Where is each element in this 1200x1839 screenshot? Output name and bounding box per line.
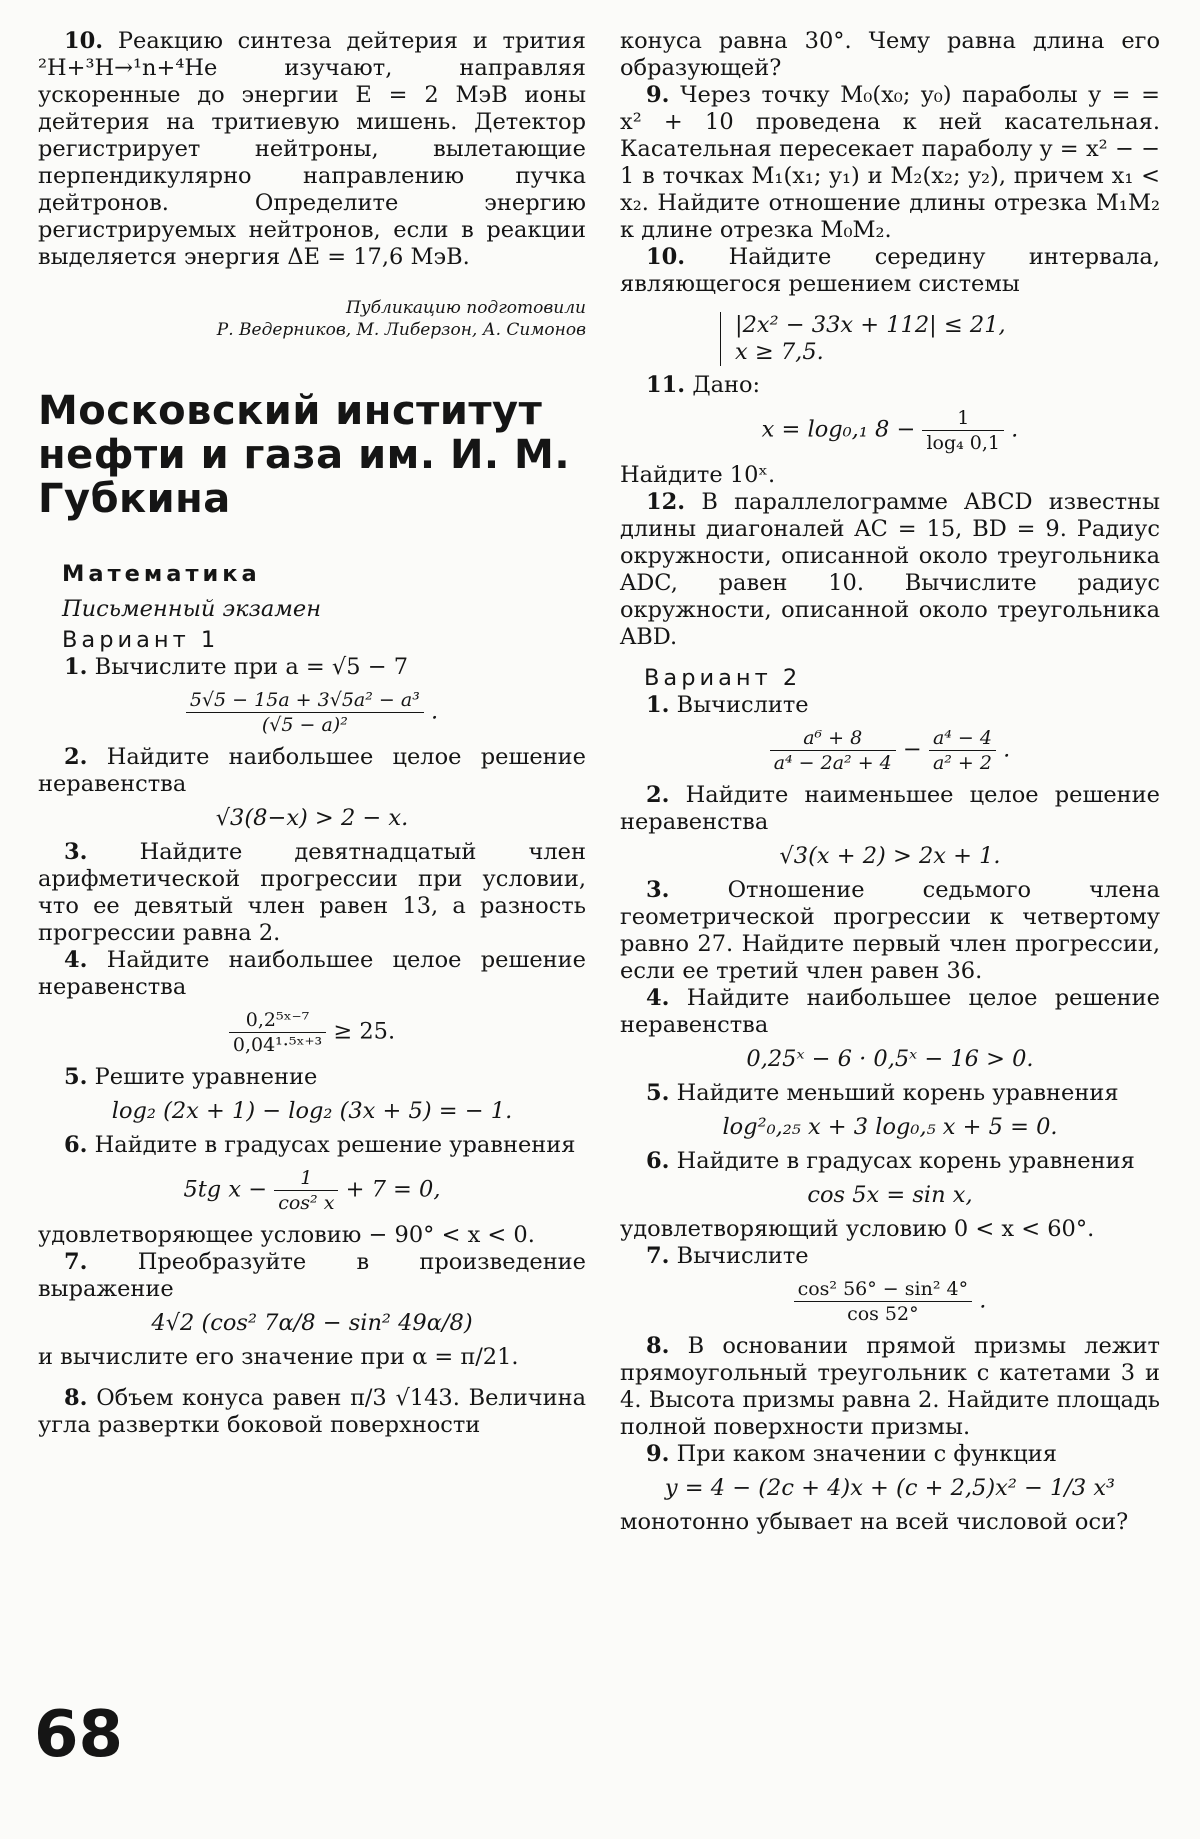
v2-formula-4: 0,25ˣ − 6 · 0,5ˣ − 16 > 0. bbox=[746, 1046, 1034, 1072]
v1-formula-5: log₂ (2x + 1) − log₂ (3x + 5) = − 1. bbox=[111, 1098, 513, 1124]
credits: Публикацию подготовили Р. Ведерников, М. Либерзон, А. Симонов bbox=[216, 298, 586, 340]
v2-problem-9: 9. При каком значении c функция bbox=[646, 1441, 1057, 1467]
page-number: 68 bbox=[34, 1698, 124, 1772]
v2-problem-2: 2. Найдите наименьшее целое решение неравенства bbox=[620, 782, 1160, 835]
v1-find-11: Найдите 10ˣ. bbox=[620, 462, 776, 488]
v1-problem-5: 5. Решите уравнение bbox=[64, 1064, 318, 1090]
v2-formula-7: $\frac{\text{cos² 56° − sin² 4°}}{\cos 52^\circ}$ . bbox=[620, 1277, 1160, 1326]
v1-formula-1: $\frac{\text{5√5 − 15a + 3√5a² − a³}}{\text{(√5 − a)²}}$ . bbox=[38, 688, 586, 737]
exam-heading: Письменный экзамен bbox=[62, 596, 322, 622]
variant-1-heading: Вариант 1 bbox=[62, 627, 220, 653]
v1-tail-7: и вычислите его значение при α = π/21. bbox=[38, 1344, 519, 1370]
v1-formula-2: √3(8−x) > 2 − x. bbox=[215, 805, 409, 831]
v1-problem-4: 4. Найдите наибольшее целое решение неравенства bbox=[38, 947, 586, 1000]
v1-problem-2: 2. Найдите наибольшее целое решение неравенства bbox=[38, 744, 586, 797]
v2-condition-6: удовлетворяющий условию 0 < x < 60°. bbox=[620, 1216, 1095, 1242]
v2-formula-5: log²₀,₂₅ x + 3 log₀,₅ x + 5 = 0. bbox=[722, 1114, 1058, 1140]
v1-formula-6: 5tg x − $\frac{1}{\text{cos² x}}$ + 7 = 0, bbox=[183, 1167, 441, 1214]
institute-heading: Московский институт нефти и газа им. И. М. Губкина bbox=[38, 388, 571, 522]
variant-2-heading: Вариант 2 bbox=[644, 665, 802, 691]
v1-problem-11: 11. Дано: bbox=[646, 372, 761, 398]
subject-heading: Математика bbox=[62, 561, 261, 587]
v1-problem-9: 9. Через точку M₀(x₀; y₀) параболы y = = x² + 10 проведена к ней касательная. Касательная пересекает параболу y = x² − − 1 в точках M₁(x₁; y₁) и M₂(x₂; y₂), причем x₁ < x₂. Найдите отношение длины отрезка M₁M₂ к длине отрезка M₀M₂. bbox=[620, 82, 1160, 243]
v1-formula-11: x = log₀,₁ 8 − $\frac{1}{\text{log₄ 0,1}}$ . bbox=[761, 407, 1019, 454]
v2-problem-6: 6. Найдите в градусах корень уравнения bbox=[646, 1148, 1135, 1174]
v2-formula-6: cos 5x = sin x, bbox=[807, 1182, 973, 1208]
v2-problem-8: 8. В основании прямой призмы лежит прямоугольный треугольник с катетами 3 и 4. Высота призмы равна 2. Найдите площадь полной поверхности призмы. bbox=[620, 1333, 1160, 1440]
v1-problem-6: 6. Найдите в градусах решение уравнения bbox=[64, 1132, 576, 1158]
left-column bbox=[38, 28, 586, 1439]
v1-problem-7: 7. Преобразуйте в произведение выражение bbox=[38, 1249, 586, 1302]
v2-formula-9: y = 4 − (2c + 4)x + (c + 2,5)x² − 1/3 x³ bbox=[664, 1475, 1116, 1501]
v1-problem-10: 10. Найдите середину интервала, являющегося решением системы bbox=[620, 244, 1160, 297]
v1-problem-8: 8. Объем конуса равен π/3 √143. Величина угла развертки боковой поверхности bbox=[38, 1385, 586, 1438]
v1-formula-7: 4√2 (cos² 7α/8 − sin² 49α/8) bbox=[151, 1310, 473, 1336]
v1-formula-4: $\frac{\text{0,2⁵ˣ⁻⁷}}{\text{0,04¹·⁵ˣ⁺³}}$ ≥ 25. bbox=[38, 1008, 586, 1057]
v2-problem-1: 1. Вычислите bbox=[646, 692, 809, 718]
v2-tail-9: монотонно убывает на всей числовой оси? bbox=[620, 1509, 1129, 1535]
v2-formula-1: $\frac{\text{a⁶ + 8}}{\text{a⁴ − 2a² + 4}}$ − $\frac{\text{a⁴ − 4}}{\text{a² + 2}}$ . bbox=[620, 726, 1160, 775]
v2-problem-5: 5. Найдите меньший корень уравнения bbox=[646, 1080, 1119, 1106]
right-column bbox=[620, 28, 1160, 1536]
v1-problem-12: 12. В параллелограмме ABCD известны длины диагоналей AC = 15, BD = 9. Радиус окружности, описанной около треугольника ADC, равен 10. Вычислите радиус окружности, описанной около треугольника ABD. bbox=[620, 489, 1160, 650]
v2-problem-3: 3. Отношение седьмого члена геометрической прогрессии к четвертому равно 27. Найдите первый член прогрессии, если ее третий член равен 36. bbox=[620, 877, 1160, 984]
v2-problem-4: 4. Найдите наибольшее целое решение неравенства bbox=[620, 985, 1160, 1038]
v2-formula-2: √3(x + 2) > 2x + 1. bbox=[779, 843, 1001, 869]
v1-problem-1: 1. Вычислите при a = √5 − 7 bbox=[64, 654, 409, 680]
v1-condition-6: удовлетворяющее условию − 90° < x < 0. bbox=[38, 1222, 535, 1248]
v1-problem-8-continued: конуса равна 30°. Чему равна длина его образующей? bbox=[620, 28, 1160, 81]
v2-problem-7: 7. Вычислите bbox=[646, 1243, 809, 1269]
v1-system-10: |2x² − 33x + 112| ≤ 21, x ≥ 7,5. bbox=[720, 312, 1035, 366]
v1-problem-3: 3. Найдите девятнадцатый член арифметической прогрессии при условии, что ее девятый член равен 13, а разность прогрессии равна 2. bbox=[38, 839, 586, 946]
problem-10: 10. Реакцию синтеза дейтерия и трития ²H+³H→¹n+⁴He изучают, направляя ускоренные до энергии E = 2 МэВ ионы дейтерия на тритиевую мишень. Детектор регистрирует нейтроны, вылетающие перпендикулярно направлению пучка дейтронов. Определите энергию регистрируемых нейтронов, если в реакции выделяется энергия ΔE = 17,6 МэВ. bbox=[38, 28, 586, 270]
